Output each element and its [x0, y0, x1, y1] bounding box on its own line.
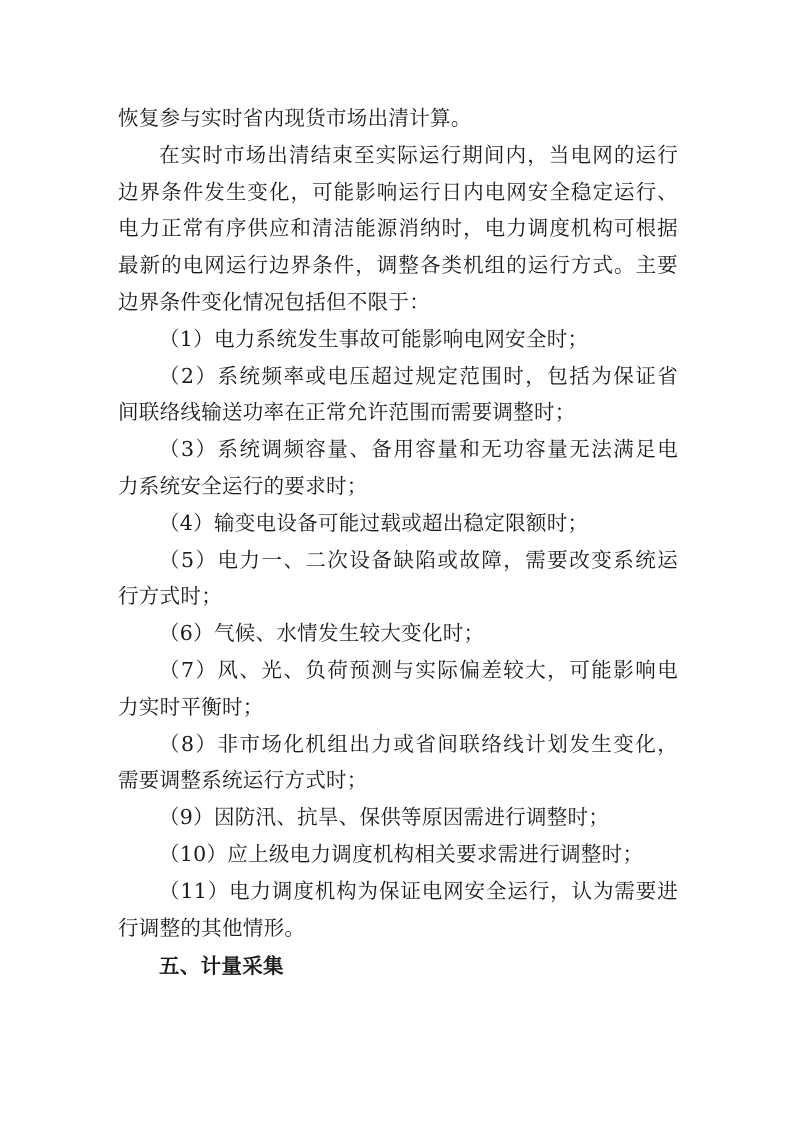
text-line: 行调整的其他情形。 — [118, 915, 306, 940]
text-line: （8）非市场化机组出力或省间联络线计划发生变化， — [159, 731, 678, 756]
text-line: （9）因防汛、抗旱、保供等原因需进行调整时； — [159, 805, 610, 830]
list-item-4 — [118, 505, 678, 542]
list-item-7 — [118, 652, 678, 726]
text-line: （2）系统频率或电压超过规定范围时，包括为保证省 — [159, 363, 678, 388]
text-line: 在实时市场出清结束至实际运行期间内，当电网的运行 — [159, 142, 678, 167]
text-line: 力系统安全运行的要求时； — [118, 473, 368, 498]
text-line: （1）电力系统发生事故可能影响电网安全时； — [159, 326, 589, 351]
list-item-2 — [118, 358, 678, 432]
text-line: 边界条件变化情况包括但不限于： — [118, 289, 430, 314]
list-item-10 — [118, 836, 678, 873]
text-line: 间联络线输送功率在正常允许范围而需要调整时； — [118, 400, 576, 425]
text-line: 边界条件发生变化，可能影响运行日内电网安全稳定运行、 — [118, 179, 678, 204]
list-item-8 — [118, 726, 678, 800]
text-line: （7）风、光、负荷预测与实际偏差较大，可能影响电 — [159, 657, 678, 682]
list-item-5 — [118, 542, 678, 616]
list-item-11 — [118, 873, 678, 947]
text-line: （10）应上级电力调度机构相关要求需进行调整时； — [159, 841, 644, 866]
text-line: 电力正常有序供应和清洁能源消纳时，电力调度机构可根据 — [118, 216, 678, 241]
section-heading: 五、计量采集 — [159, 954, 284, 979]
text-line: 需要调整系统运行方式时； — [118, 768, 368, 793]
text-line: （6）气候、水情发生较大变化时； — [159, 621, 485, 646]
text-line: （5）电力一、二次设备缺陷或故障，需要改变系统运 — [159, 547, 678, 572]
list-item-1 — [118, 321, 678, 358]
paragraph-realtime-adjustment — [118, 137, 678, 321]
paragraph-intro-tail — [118, 100, 678, 137]
text-line: 最新的电网运行边界条件，调整各类机组的运行方式。主要 — [118, 253, 678, 278]
text-line: （11）电力调度机构为保证电网安全运行，认为需要进 — [159, 878, 678, 903]
list-item-6 — [118, 615, 678, 652]
list-item-3 — [118, 431, 678, 505]
list-item-9 — [118, 799, 678, 836]
document-body — [118, 100, 678, 985]
text-line: （4）输变电设备可能过载或超出稳定限额时； — [159, 510, 589, 535]
text-line: （3）系统调频容量、备用容量和无功容量无法满足电 — [159, 437, 678, 462]
text-line: 行方式时； — [118, 584, 222, 609]
text-line: 力实时平衡时； — [118, 694, 264, 719]
text-line: 恢复参与实时省内现货市场出清计算。 — [118, 106, 472, 130]
